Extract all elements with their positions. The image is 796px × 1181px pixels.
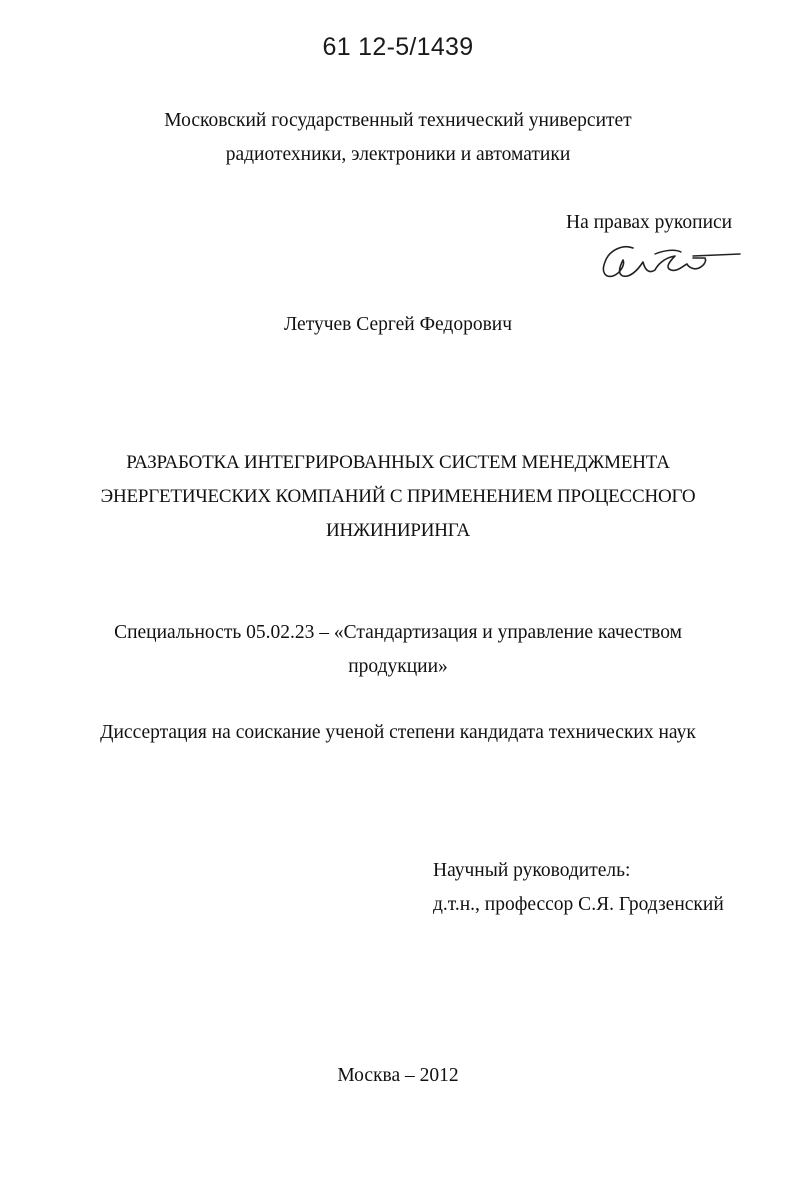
specialty-line-2: продукции» xyxy=(348,656,448,677)
manuscript-note: На правах рукописи xyxy=(566,212,733,233)
supervisor-name: д.т.н., профессор С.Я. Гродзенский xyxy=(433,894,724,915)
title-line-2: ЭНЕРГЕТИЧЕСКИХ КОМПАНИЙ С ПРИМЕНЕНИЕМ ПРОЦЕССНОГО xyxy=(100,486,696,507)
degree-statement: Диссертация на соискание ученой степени кандидата технических наук xyxy=(100,722,696,743)
supervisor-label: Научный руководитель: xyxy=(433,860,631,881)
institution-line-2: радиотехники, электроники и автоматики xyxy=(225,144,571,165)
title-line-3: ИНЖИНИРИНГА xyxy=(325,520,471,541)
author-name: Летучев Сергей Федорович xyxy=(283,314,513,335)
institution-line-1: Московский государственный технический университет xyxy=(164,110,632,131)
registry-number: 61 12-5/1439 xyxy=(322,33,474,61)
place-year: Москва – 2012 xyxy=(337,1065,459,1086)
title-line-1: РАЗРАБОТКА ИНТЕГРИРОВАННЫХ СИСТЕМ МЕНЕДЖМЕНТА xyxy=(126,452,670,473)
specialty-line-1: Специальность 05.02.23 – «Стандартизация и управление качеством xyxy=(114,622,682,643)
signature-icon xyxy=(595,240,745,285)
